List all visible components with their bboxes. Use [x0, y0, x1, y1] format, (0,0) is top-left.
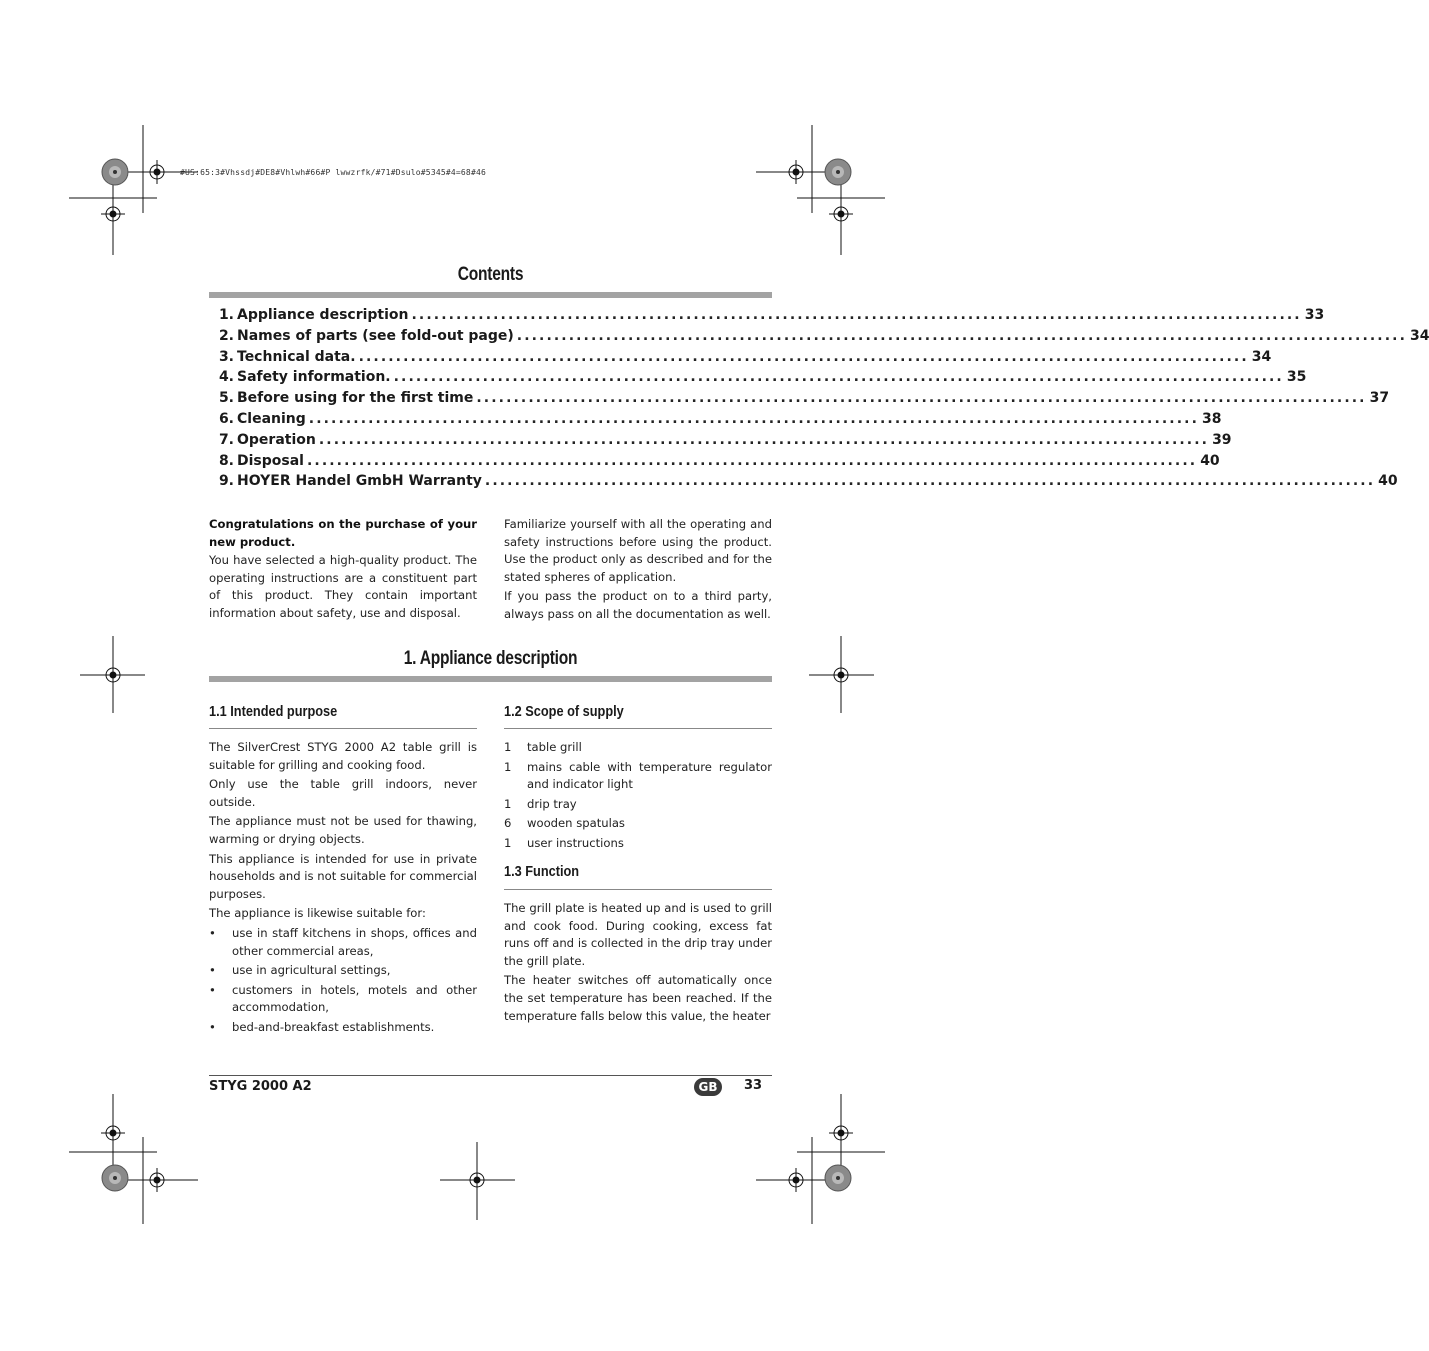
scope-of-supply-rule [504, 728, 772, 729]
section-rule [209, 676, 772, 682]
toc-entry-label: Operation [237, 431, 316, 448]
toc-entry-label: Disposal [237, 452, 304, 469]
toc-entry-number: 3. [218, 348, 234, 365]
toc-entry-number: 7. [218, 431, 234, 448]
list-item: • use in staff kitchens in shops, offices and other commercial areas, [209, 925, 477, 960]
list-item: • bed-and-breakfast establishments. [209, 1019, 477, 1037]
toc-entry-page: 39 [1212, 431, 1232, 448]
toc-leader-dots: ........................................................................................................................ [358, 348, 1249, 365]
toc-entry-page: 33 [1304, 307, 1325, 323]
list-item: • customers in hotels, motels and other accommodation, [209, 982, 477, 1017]
toc-entry-label: Technical data. [237, 348, 356, 365]
toc-entry-page: 34 [1409, 327, 1429, 344]
section-title: 1. Appliance description [403, 648, 578, 669]
function-paragraph: The heater switches off automatically once the set temperature has been reached. If the temperature falls below this value, the heater [504, 973, 772, 1023]
toc-leader-dots: ........................................................................................................................ [318, 431, 1210, 448]
function-body [504, 900, 772, 1025]
toc-entry [215, 327, 1429, 349]
scope-of-supply-heading: 1.2 Scope of supply [504, 703, 624, 720]
toc-entry [215, 410, 1222, 432]
intended-purpose-body [209, 739, 477, 1037]
intended-purpose-rule [209, 728, 477, 729]
toc-entry-number: 8. [218, 452, 234, 469]
toc-entry [215, 307, 1325, 328]
toc-entry-label: Appliance description [237, 307, 409, 323]
toc-leader-dots: ........................................................................................................................ [411, 307, 1302, 323]
intended-paragraph: Only use the table grill indoors, never outside. [209, 777, 477, 809]
intro-right-paragraph-1: Familiarize yourself with all the operating and safety instructions before using the product. Use the product only as described and for the stated spheres of application. [504, 517, 772, 584]
bullet-icon: • [209, 982, 216, 997]
toc-entry-number: 1. [218, 307, 234, 323]
bullet-icon: • [209, 1019, 216, 1034]
toc-entry-label: Names of parts (see fold-out page) [237, 327, 514, 344]
toc-entry [215, 369, 1307, 390]
toc-entry-number: 4. [218, 369, 234, 386]
toc-entry-page: 40 [1200, 452, 1220, 469]
contents-rule [209, 292, 772, 298]
toc-leader-dots: ........................................................................................................................ [476, 390, 1367, 407]
intro-right-column [504, 516, 772, 624]
toc-leader-dots: ........................................................................................................................ [484, 473, 1376, 490]
toc-entry [215, 390, 1390, 411]
list-item: 6 wooden spatulas [504, 816, 625, 831]
toc-entry-page: 35 [1286, 369, 1307, 386]
toc-leader-dots: ........................................................................................................................ [393, 369, 1284, 386]
toc-entry-number: 2. [218, 327, 234, 344]
intended-paragraph: The appliance is likewise suitable for: [209, 906, 426, 921]
table-of-contents [215, 307, 1429, 494]
toc-leader-dots: ........................................................................................................................ [516, 327, 1407, 344]
toc-leader-dots: ........................................................................................................................ [308, 410, 1199, 427]
footer-rule [209, 1075, 772, 1076]
intro-right-paragraph-2: If you pass the product on to a third party, always pass on all the documentation as well. [504, 589, 772, 621]
function-rule [504, 889, 772, 890]
list-item: 1 table grill [504, 740, 582, 754]
intended-paragraph: The appliance must not be used for thawing, warming or drying objects. [209, 814, 477, 846]
intro-left-paragraph: You have selected a high-quality product. The operating instructions are a constituent part of this product. They contain important information about safety, use and disposal. [209, 553, 477, 620]
footer-model: STYG 2000 A2 [209, 1079, 312, 1094]
intro-heading: Congratulations on the purchase of your new product. [209, 517, 477, 549]
list-item: 1 mains cable with temperature regulator and indicator light [504, 759, 772, 792]
intended-paragraph: The SilverCrest STYG 2000 A2 table grill is suitable for grilling and cooking food. [209, 740, 477, 772]
intended-purpose-heading: 1.1 Intended purpose [209, 703, 338, 720]
toc-entry-label: Before using for the first time [237, 390, 474, 407]
toc-entry [215, 348, 1272, 370]
toc-entry-number: 9. [218, 473, 234, 490]
intended-paragraph: This appliance is intended for use in private households and is not suitable for commercial purposes. [209, 851, 477, 901]
function-paragraph: The grill plate is heated up and is used to grill and cook food. During cooking, excess fat runs off and is collected in the drip tray under the grill plate. [504, 901, 772, 968]
intended-bullet-list [209, 925, 477, 1037]
list-item: 1 user instructions [504, 835, 624, 850]
toc-leader-dots: ........................................................................................................................ [306, 452, 1198, 469]
toc-entry-number: 5. [218, 390, 234, 407]
toc-entry [215, 431, 1232, 453]
contents-title: Contents [457, 264, 524, 285]
scope-of-supply-list [504, 739, 772, 853]
toc-entry [215, 473, 1398, 494]
intro-left-column [209, 516, 477, 623]
print-slug: #US:65:3#Vhssdj#DE8#Vhlwh#66#P lwwzrfk/#71#Dsulo#5345#4=68#46 [180, 168, 487, 177]
toc-entry-number: 6. [218, 410, 234, 427]
bullet-icon: • [209, 925, 216, 940]
bullet-icon: • [209, 963, 216, 978]
toc-entry-page: 34 [1251, 348, 1272, 365]
function-heading: 1.3 Function [504, 863, 580, 880]
toc-entry-page: 40 [1378, 473, 1398, 490]
page-number: 33 [744, 1078, 763, 1093]
list-item: • use in agricultural settings, [209, 962, 477, 980]
toc-entry-page: 37 [1369, 390, 1390, 407]
toc-entry-page: 38 [1201, 410, 1222, 427]
language-badge: GB [694, 1078, 722, 1096]
toc-entry [215, 452, 1220, 474]
list-item: 1 drip tray [504, 796, 577, 811]
toc-entry-label: HOYER Handel GmbH Warranty [237, 473, 482, 490]
toc-entry-label: Cleaning [237, 410, 306, 427]
toc-entry-label: Safety information. [237, 369, 391, 386]
